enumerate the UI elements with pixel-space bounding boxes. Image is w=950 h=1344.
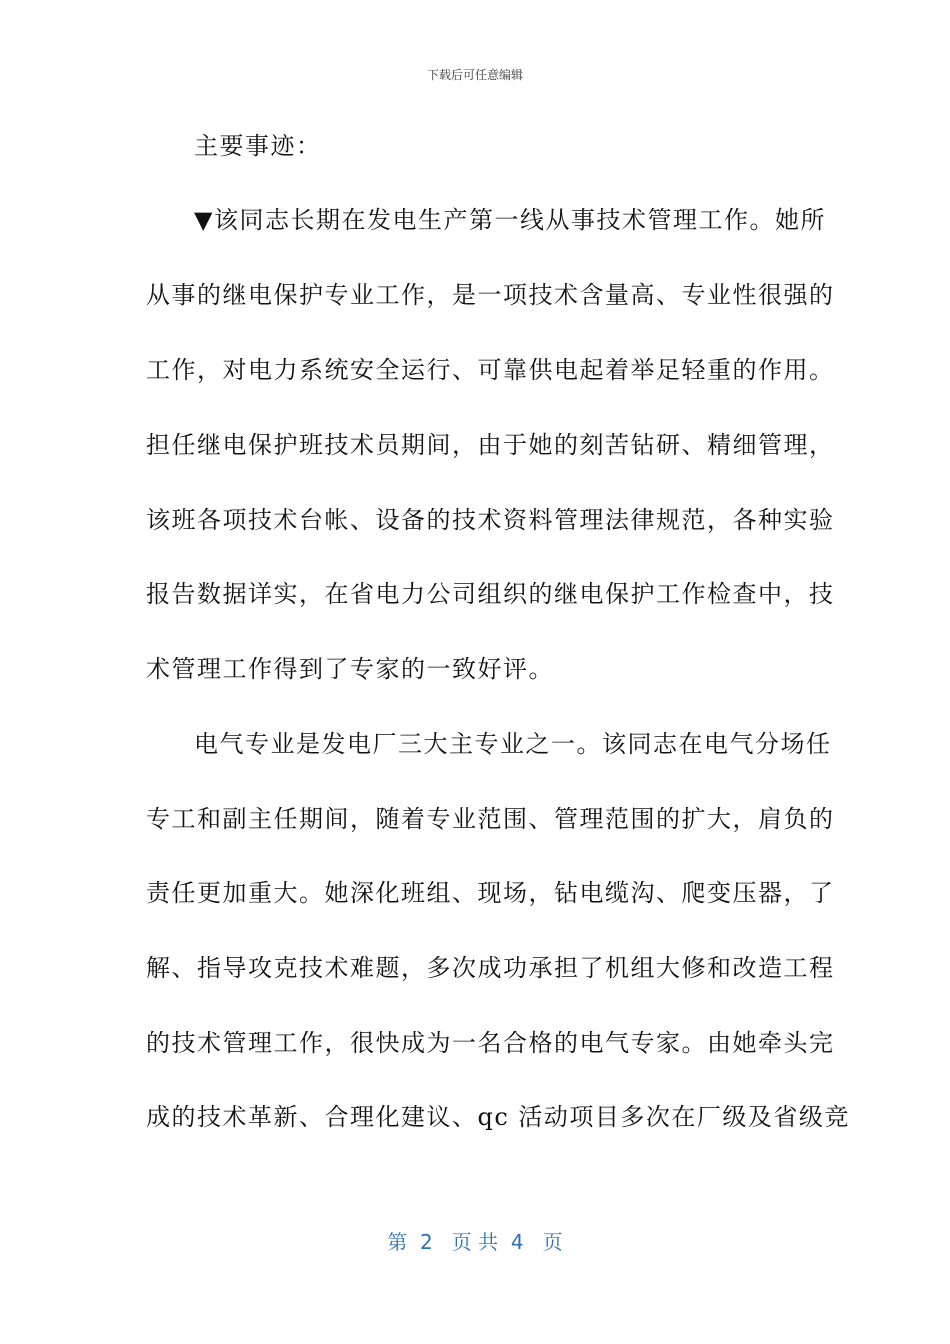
- body-line: ▼该同志长期在发电生产第一线从事技术管理工作。她所: [194, 206, 826, 234]
- header-note: 下载后可任意编辑: [426, 68, 523, 82]
- body-line: 该班各项技术台帐、设备的技术资料管理法律规范，各种实验: [146, 506, 835, 534]
- body-line: 专工和副主任期间，随着专业范围、管理范围的扩大，肩负的: [146, 805, 835, 833]
- body-line: 电气专业是发电厂三大主专业之一。该同志在电气分场任: [194, 730, 832, 758]
- body-line: 术管理工作得到了专家的一致好评。: [146, 655, 554, 683]
- body-line: 成的技术革新、合理化建议、qc 活动项目多次在厂级及省级竞: [146, 1103, 850, 1131]
- body-line: 的技术管理工作，很快成为一名合格的电气专家。由她牵头完: [146, 1029, 835, 1057]
- body-line: 责任更加重大。她深化班组、现场，钻电缆沟、爬变压器，了: [146, 879, 835, 907]
- body-line: 主要事迹：: [194, 132, 322, 160]
- body-line: 从事的继电保护专业工作，是一项技术含量高、专业性很强的: [146, 281, 835, 309]
- body-line: 担任继电保护班技术员期间，由于她的刻苦钻研、精细管理，: [146, 431, 835, 459]
- page-number: 第 2 页 共 4 页: [387, 1230, 563, 1254]
- body-line: 解、指导攻克技术难题，多次成功承担了机组大修和改造工程: [146, 954, 835, 982]
- body-line: 工作，对电力系统安全运行、可靠供电起着举足轻重的作用。: [146, 356, 835, 384]
- body-line: 报告数据详实，在省电力公司组织的继电保护工作检查中，技: [146, 580, 835, 608]
